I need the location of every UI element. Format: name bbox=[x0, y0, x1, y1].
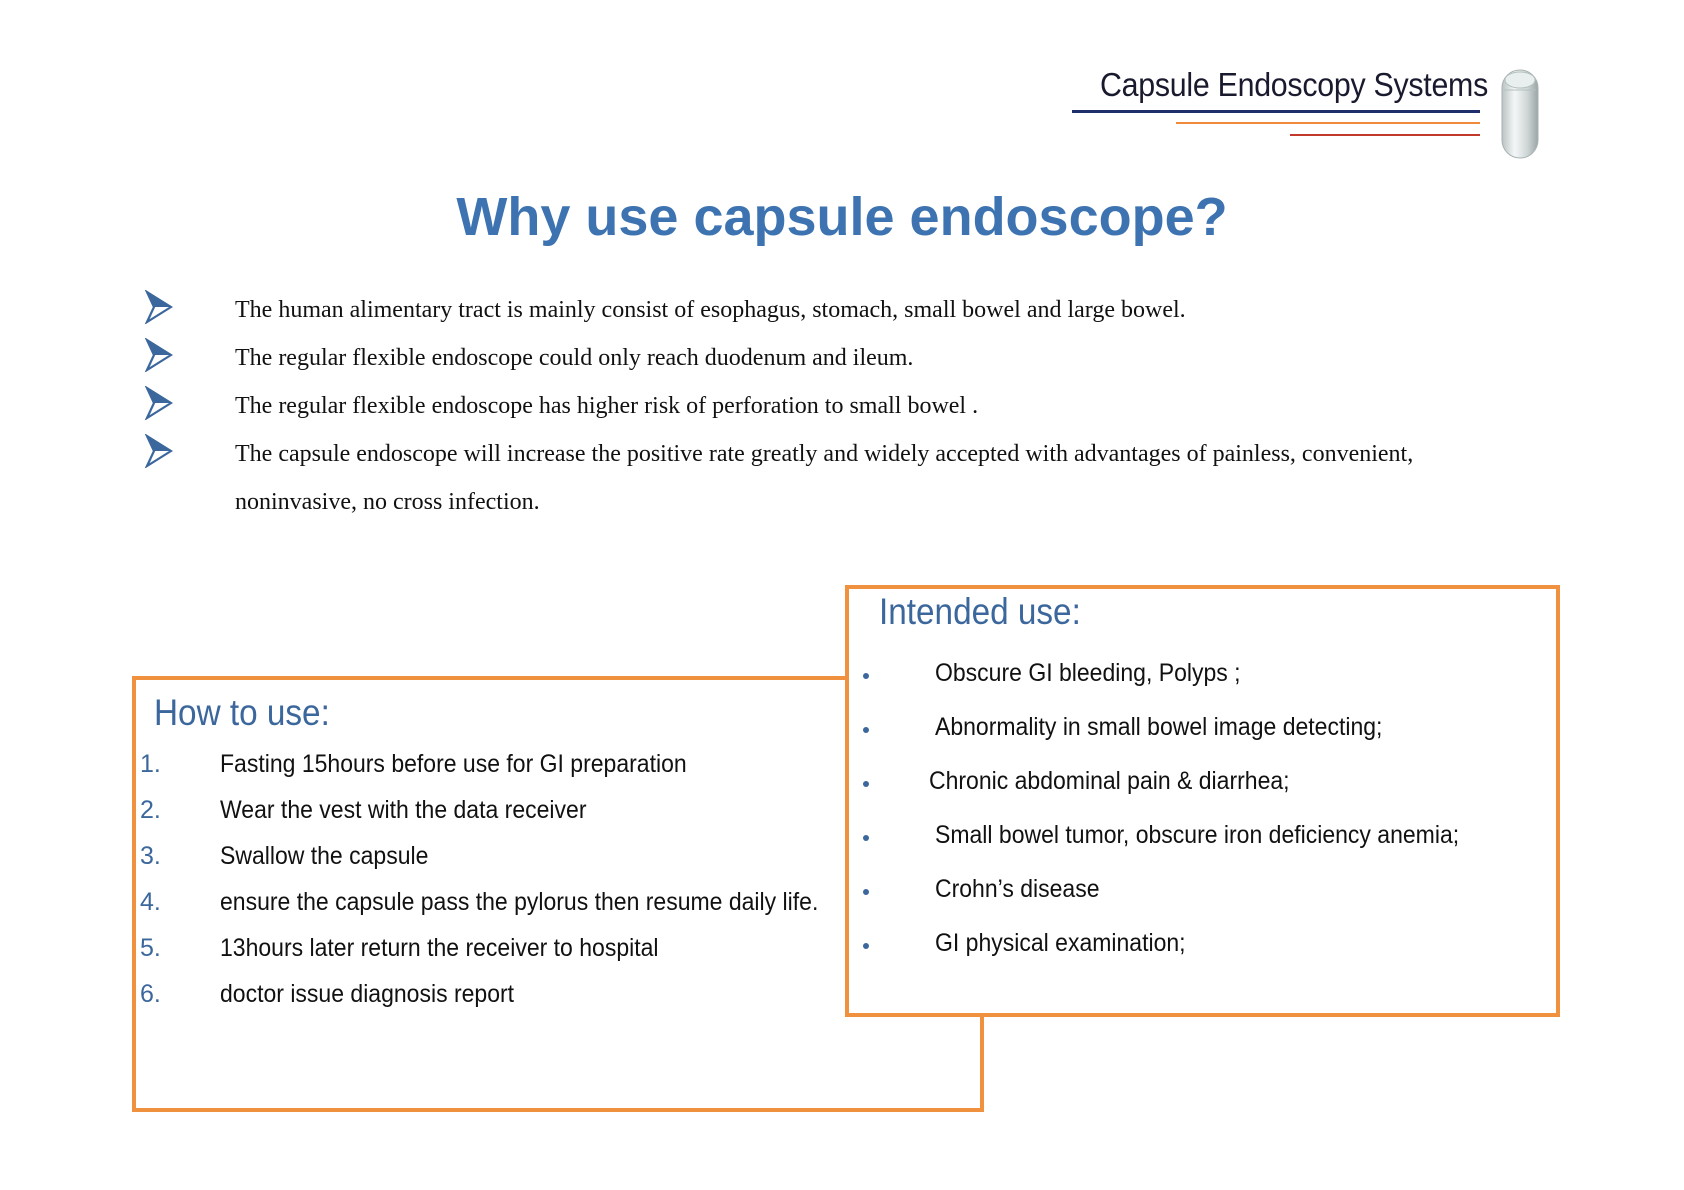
reason-text: The regular flexible endoscope has higher risk of perforation to small bowel . bbox=[235, 393, 979, 419]
step-text: doctor issue diagnosis report bbox=[220, 980, 515, 1008]
list-item bbox=[145, 430, 1475, 526]
reasons-list bbox=[145, 286, 1475, 526]
bullet-dot-icon bbox=[863, 727, 869, 733]
bullet-dot-icon bbox=[863, 781, 869, 787]
step-number: 6. bbox=[140, 980, 161, 1008]
intended-use-box bbox=[845, 585, 1560, 1017]
intended-use-text: Chronic abdominal pain & diarrhea; bbox=[929, 767, 1290, 795]
bullet-dot-icon bbox=[863, 943, 869, 949]
intended-use-text: Abnormality in small bowel image detecting; bbox=[935, 713, 1383, 741]
header-rule-navy bbox=[1072, 110, 1480, 113]
intended-use-text: Crohn’s disease bbox=[935, 875, 1100, 903]
arrow-bullet-icon bbox=[145, 338, 173, 372]
bullet-dot-icon bbox=[863, 835, 869, 841]
page-title: Why use capsule endoscope? bbox=[456, 187, 1228, 247]
step-number: 2. bbox=[140, 796, 161, 824]
arrow-bullet-icon bbox=[145, 290, 173, 324]
header-rule-orange bbox=[1176, 122, 1480, 124]
intended-use-text: Small bowel tumor, obscure iron deficiency anemia; bbox=[935, 821, 1460, 849]
step-number: 1. bbox=[140, 750, 161, 778]
list-item bbox=[145, 286, 1475, 334]
list-item bbox=[145, 382, 1475, 430]
step-number: 3. bbox=[140, 842, 161, 870]
header-rule-red bbox=[1290, 134, 1480, 136]
step-text: Wear the vest with the data receiver bbox=[220, 796, 587, 824]
bullet-dot-icon bbox=[863, 889, 869, 895]
step-text: Fasting 15hours before use for GI preparation bbox=[220, 750, 687, 778]
step-text: ensure the capsule pass the pylorus then resume daily life. bbox=[220, 888, 819, 916]
reason-text: The capsule endoscope will increase the positive rate greatly and widely accepted with advantages of painless, convenient, noninvasive, no cross infection. bbox=[235, 441, 1414, 515]
bullet-dot-icon bbox=[863, 673, 869, 679]
how-to-use-title: How to use: bbox=[154, 692, 330, 733]
step-number: 4. bbox=[140, 888, 161, 916]
arrow-bullet-icon bbox=[145, 386, 173, 420]
intended-use-text: Obscure GI bleeding, Polyps ; bbox=[935, 659, 1241, 687]
list-item bbox=[145, 334, 1475, 382]
intended-use-title: Intended use: bbox=[879, 591, 1081, 632]
reason-text: The regular flexible endoscope could only reach duodenum and ileum. bbox=[235, 345, 914, 371]
arrow-bullet-icon bbox=[145, 434, 173, 468]
capsule-icon bbox=[1500, 68, 1540, 160]
brand-title: Capsule Endoscopy Systems bbox=[1100, 66, 1488, 103]
intended-use-text: GI physical examination; bbox=[935, 929, 1186, 957]
step-text: Swallow the capsule bbox=[220, 842, 429, 870]
step-text: 13hours later return the receiver to hospital bbox=[220, 934, 659, 962]
step-number: 5. bbox=[140, 934, 161, 962]
reason-text: The human alimentary tract is mainly consist of esophagus, stomach, small bowel and large bowel. bbox=[235, 297, 1186, 323]
